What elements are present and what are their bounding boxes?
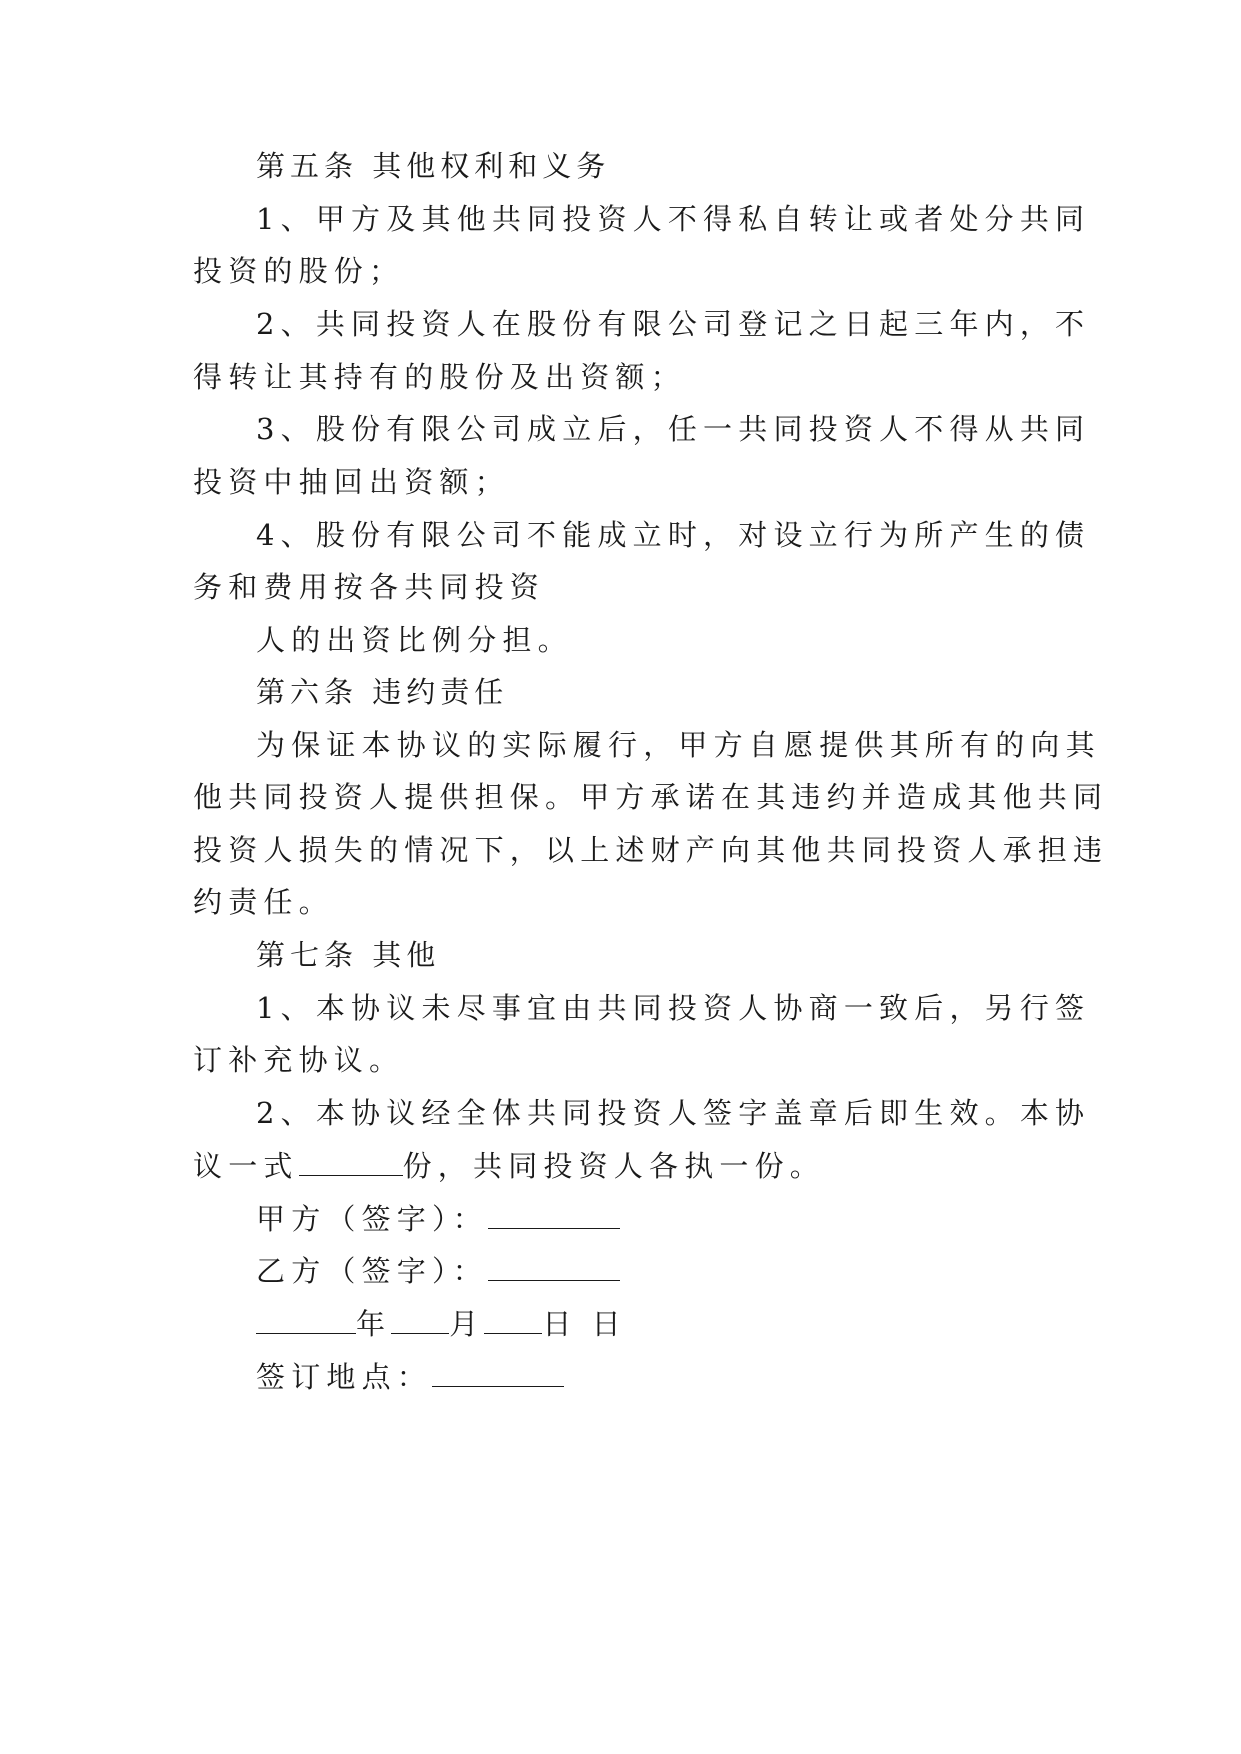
copies-label-prefix: 议一式 — [193, 1149, 299, 1183]
article7-item2-line2 — [193, 1145, 1053, 1185]
article7-item2-line1: 2、本协议经全体共同投资人签字盖章后即生效。本协 — [256, 1096, 1091, 1130]
date-year-blank[interactable] — [256, 1303, 356, 1334]
article5-item1-line1: 1、甲方及其他共同投资人不得私自转让或者处分共同 — [256, 202, 1091, 236]
party-b-label: 乙方（签字）： — [256, 1254, 488, 1288]
copies-label-suffix: 份，共同投资人各执一份。 — [402, 1149, 826, 1183]
article5-title: 第五条 其他权利和义务 — [256, 149, 611, 183]
party-a-signature-blank[interactable] — [488, 1198, 620, 1229]
date-year-label: 年 — [356, 1307, 392, 1341]
date-day-extra-label: 日 — [591, 1307, 627, 1341]
article6-title: 第六条 违约责任 — [256, 675, 509, 709]
article6-para-line4: 约责任。 — [193, 885, 334, 919]
article6-para-line3: 投资人损失的情况下，以上述财产向其他共同投资人承担违 — [193, 833, 1109, 867]
party-b-signature-blank[interactable] — [488, 1250, 620, 1281]
article7-item1-line1: 1、本协议未尽事宜由共同投资人协商一致后，另行签 — [256, 991, 1091, 1025]
signing-place-blank[interactable] — [432, 1356, 564, 1387]
date-day-blank[interactable] — [484, 1303, 542, 1334]
article6-para-line1: 为保证本协议的实际履行，甲方自愿提供其所有的向其 — [256, 728, 1101, 762]
article5-item4-line1: 4、股份有限公司不能成立时，对设立行为所产生的债 — [256, 518, 1091, 552]
article5-item4-line2: 务和费用按各共同投资 — [193, 570, 546, 604]
signing-date-line — [256, 1303, 1116, 1343]
article5-item3-line1: 3、股份有限公司成立后，任一共同投资人不得从共同 — [256, 412, 1091, 446]
date-month-label: 月 — [449, 1307, 485, 1341]
party-a-label: 甲方（签字）： — [256, 1202, 488, 1236]
party-a-signature-line — [256, 1198, 1116, 1238]
copies-count-blank[interactable] — [299, 1145, 403, 1176]
article7-item1-line2: 订补充协议。 — [193, 1043, 405, 1077]
article5-item2-line2: 得转让其持有的股份及出资额； — [193, 360, 686, 394]
article7-title: 第七条 其他 — [256, 938, 441, 972]
date-day-label: 日 — [542, 1307, 578, 1341]
signing-place-line — [256, 1356, 1116, 1396]
article6-para-line2: 他共同投资人提供担保。甲方承诺在其违约并造成其他共同 — [193, 780, 1109, 814]
party-b-signature-line — [256, 1250, 1116, 1290]
article5-item2-line1: 2、共同投资人在股份有限公司登记之日起三年内，不 — [256, 307, 1091, 341]
place-label: 签订地点： — [256, 1360, 433, 1394]
date-month-blank[interactable] — [391, 1303, 449, 1334]
article5-item4-line3: 人的出资比例分担。 — [256, 623, 573, 657]
article5-item1-line2: 投资的股份； — [193, 254, 405, 288]
article5-item3-line2: 投资中抽回出资额； — [193, 465, 510, 499]
